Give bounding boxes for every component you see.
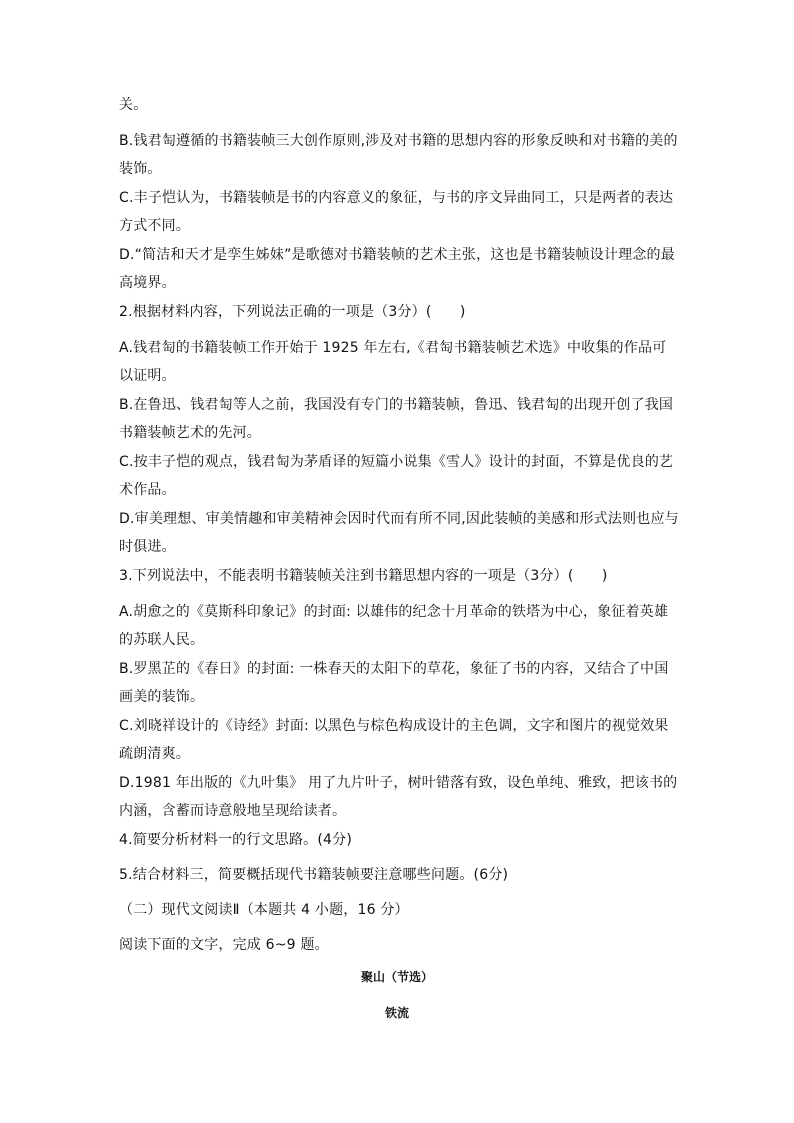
- reading-instruction: 阅读下面的文字，完成 6~9 题。: [119, 937, 329, 953]
- question-3: 3.下列说法中，不能表明书籍装帧关注到书籍思想内容的一项是（3分）( ): [119, 568, 608, 584]
- question-5: 5.结合材料三，简要概括现代书籍装帧要注意哪些问题。(6分): [119, 867, 509, 883]
- section-heading: （二）现代文阅读Ⅱ（本题共 4 小题，16 分）: [119, 902, 409, 918]
- story-author: 铁流: [384, 1006, 409, 1020]
- option-3d: D.1981 年出版的《九叶集》 用了九片叶子，树叶错落有致，设色单纯、雅致，把该书的内涵，含蓄而诗意般地呈现给读者。: [119, 775, 678, 819]
- option-1b: B.钱君匋遵循的书籍装帧三大创作原则,涉及对书籍的思想内容的形象反映和对书籍的美的装饰。: [119, 133, 678, 177]
- option-3b: B.罗黑芷的《春日》的封面: 一株春天的太阳下的草花，象征了书的内容，又结合了中国画美的装饰。: [119, 661, 669, 705]
- option-1d: D.“简洁和天才是孪生姊妹”是歌德对书籍装帧的艺术主张，这也是书籍装帧设计理念的最高境界。: [119, 247, 675, 291]
- option-2d: D.审美理想、审美情趣和审美精神会因时代而有所不同,因此装帧的美感和形式法则也应与时俱进。: [119, 511, 679, 555]
- option-1c: C.丰子恺认为，书籍装帧是书的内容意义的象征，与书的序文异曲同工，只是两者的表达方式不同。: [119, 190, 674, 234]
- paragraph-0: 关。: [119, 97, 148, 113]
- option-2a: A.钱君匋的书籍装帧工作开始于 1925 年左右,《君匋书籍装帧艺术选》中收集的作品可以证明。: [119, 340, 667, 384]
- story-title: 聚山（节选）: [360, 970, 433, 984]
- question-4: 4.简要分析材料一的行文思路。(4分): [119, 832, 352, 848]
- option-3c: C.刘晓祥设计的《诗经》封面: 以黑色与棕色构成设计的主色调，文字和图片的视觉效果疏朗清爽。: [119, 718, 669, 762]
- question-2: 2.根据材料内容，下列说法正确的一项是（3分）( ): [119, 304, 466, 320]
- option-2c: C.按丰子恺的观点，钱君匋为茅盾译的短篇小说集《雪人》设计的封面，不算是优良的艺术作品。: [119, 454, 674, 498]
- option-2b: B.在鲁迅、钱君匋等人之前，我国没有专门的书籍装帧，鲁迅、钱君匋的出现开创了我国书籍装帧艺术的先河。: [119, 397, 674, 441]
- option-3a: A.胡愈之的《莫斯科印象记》的封面: 以雄伟的纪念十月革命的铁塔为中心，象征着英雄的苏联人民。: [119, 604, 669, 648]
